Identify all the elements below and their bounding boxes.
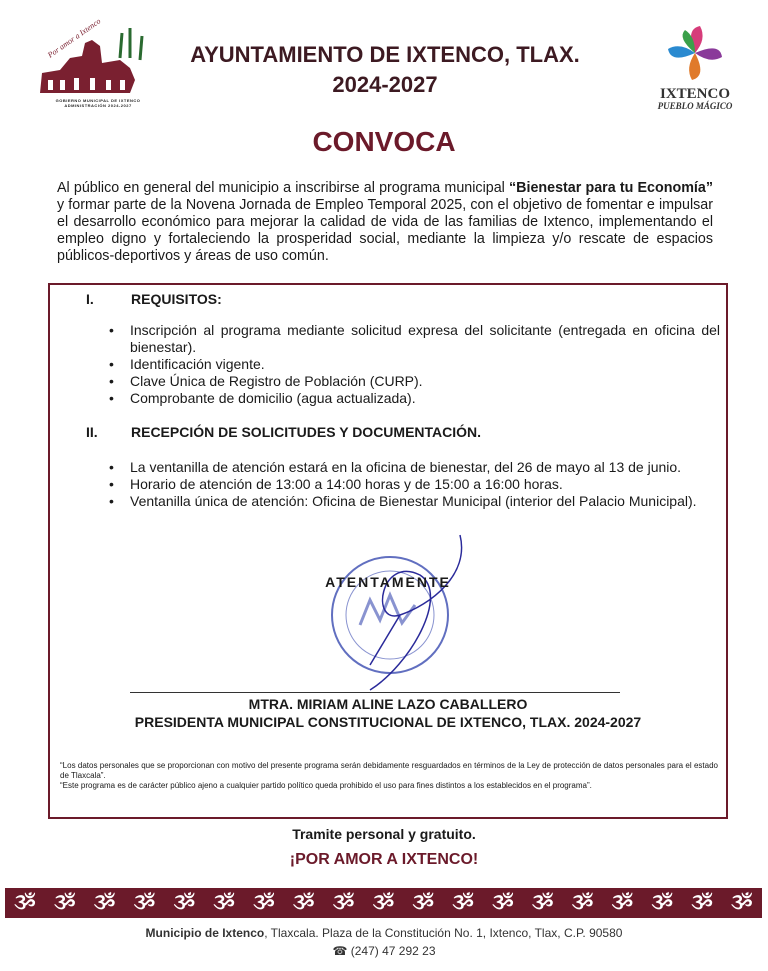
signature-line xyxy=(130,692,620,693)
convoca-heading: CONVOCA xyxy=(312,126,456,157)
slogan: ¡POR AMOR A IXTENCO! xyxy=(289,851,479,868)
official-seal-and-signature xyxy=(310,515,510,695)
pueblo-magico-logo: IXTENCO PUEBLO MÁGICO xyxy=(650,24,740,116)
list-item: • Comprobante de domicilio (agua actualizada). xyxy=(130,390,720,407)
reception-list xyxy=(130,459,720,510)
svg-text:Por amor a Ixtenco: Por amor a Ixtenco xyxy=(45,18,103,60)
logo-caption: GOBIERNO MUNICIPAL DE IXTENCO ADMINISTRACIÓN 2024-2027 xyxy=(55,98,141,108)
municipal-logo xyxy=(30,18,160,113)
page-title: AYUNTAMIENTO DE IXTENCO, TLAX. 2024-2027 xyxy=(190,42,580,97)
footnotes: “Los datos personales que se proporcionan con motivo del presente programa serán debidamente resguardados en términos de la Ley de protección de datos personales para el estado de Tlaxcala”. “Este programa es de carácter público ajeno a cualquier partido político queda prohibido el uso para fines distintos a los establecidos en el programa”. xyxy=(60,761,718,790)
pinwheel-icon xyxy=(665,24,725,82)
section-heading-recepcion: II. RECEPCIÓN DE SOLICITUDES Y DOCUMENTACIÓN. xyxy=(86,424,482,440)
list-item: • Horario de atención de 13:00 a 14:00 horas y de 15:00 a 16:00 horas. xyxy=(130,476,720,493)
tramite-note: Tramite personal y gratuito. xyxy=(292,826,476,842)
footer-phone: ☎ (247) 47 292 23 xyxy=(332,944,436,958)
requirements-list xyxy=(130,322,720,407)
decorative-band: ૐ ૐ ૐ ૐ ૐ ૐ ૐ ૐ ૐ ૐ ૐ ૐ ૐ ૐ ૐ ૐ ૐ ૐ ૐ xyxy=(5,888,762,918)
closing: ATENTAMENTE xyxy=(325,574,451,590)
list-item: • Identificación vigente. xyxy=(130,356,720,373)
intro-paragraph: Al público en general del municipio a inscribirse al programa municipal “Bienestar para tu Economía” y formar parte de la Novena Jornada de Empleo Temporal 2025, con el objetivo de fomentar e impulsar el desarrollo económico para mejorar la calidad de vida de las familias de Ixtenco, implementando el empleo digno y fortaleciendo la prosperidad social, mediante la limpieza y/o rescate de espacios públicos-deportivos y áreas de uso común. xyxy=(57,180,713,264)
requirements-box xyxy=(48,283,728,819)
list-item: • Inscripción al programa mediante solicitud expresa del solicitante (entregada en oficina del bienestar). xyxy=(130,322,720,356)
list-item: • Ventanilla única de atención: Oficina de Bienestar Municipal (interior del Palacio Municipal). xyxy=(130,493,720,510)
signatory: MTRA. MIRIAM ALINE LAZO CABALLERO PRESIDENTA MUNICIPAL CONSTITUCIONAL DE IXTENCO, TLAX. 2024-2027 xyxy=(134,696,642,730)
list-item: • La ventanilla de atención estará en la oficina de bienestar, del 26 de mayo al 13 de junio. xyxy=(130,459,720,476)
footer-address: Municipio de Ixtenco, Tlaxcala. Plaza de la Constitución No. 1, Ixtenco, Tlax, C.P. 90580 xyxy=(145,926,623,940)
section-heading-requisitos: I. REQUISITOS: xyxy=(86,291,222,307)
phone-icon: ☎ xyxy=(332,944,351,958)
list-item: • Clave Única de Registro de Población (CURP). xyxy=(130,373,720,390)
program-name: “Bienestar para tu Economía” xyxy=(509,180,713,196)
